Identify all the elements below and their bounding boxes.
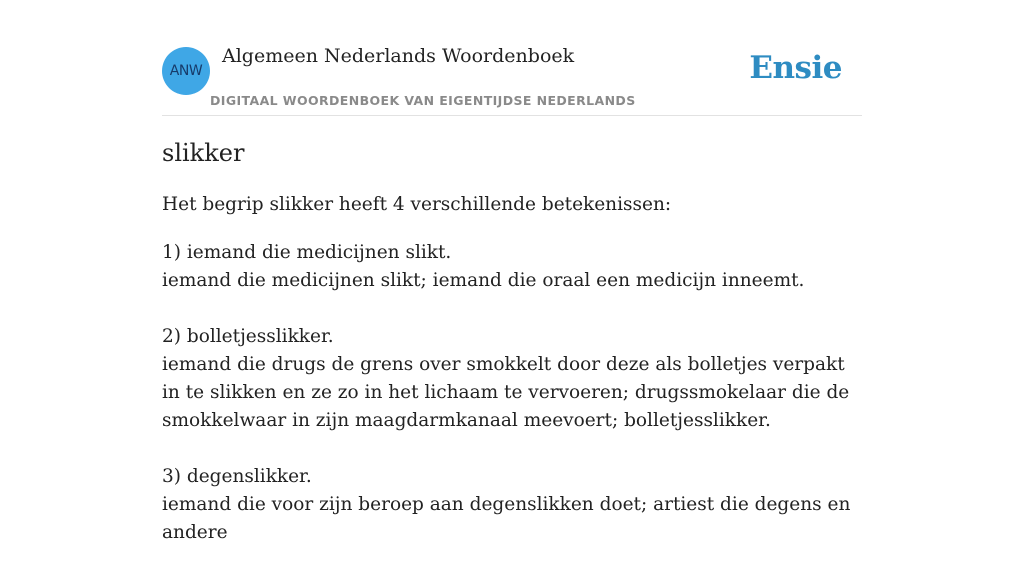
logo-text: ANW — [169, 63, 203, 79]
meaning-item — [162, 239, 862, 295]
meaning-definition: iemand die drugs de grens over smokkelt door deze als bolletjes verpakt in te slikken en ze zo in het lichaam te vervoeren; drugssmokelaar die de smokkelwaar in zijn maagdarmkanaal meevoert; bolletjesslikker. — [162, 354, 850, 431]
meaning-definition: iemand die voor zijn beroep aan degenslikken doet; artiest die degens en andere — [162, 494, 851, 543]
site-subtitle: DIGITAAL WOORDENBOEK VAN EIGENTIJDSE NEDERLANDS — [210, 93, 636, 108]
ensie-brand-link[interactable]: Ensie — [749, 50, 842, 86]
entry-word-title: slikker — [162, 139, 245, 167]
entry-intro: Het begrip slikker heeft 4 verschillende betekenissen: — [162, 194, 672, 215]
meaning-definition: iemand die medicijnen slikt; iemand die oraal een medicijn inneemt. — [162, 270, 805, 291]
meaning-heading: 1) iemand die medicijnen slikt. — [162, 242, 452, 263]
anw-logo[interactable] — [162, 47, 210, 95]
meaning-heading: 2) bolletjesslikker. — [162, 326, 334, 347]
meanings-list — [162, 239, 862, 575]
meaning-item — [162, 323, 862, 435]
site-title[interactable]: Algemeen Nederlands Woordenboek — [222, 45, 575, 67]
meaning-heading: 3) degenslikker. — [162, 466, 312, 487]
meaning-item — [162, 463, 862, 547]
page — [162, 0, 862, 543]
site-header — [162, 0, 862, 116]
